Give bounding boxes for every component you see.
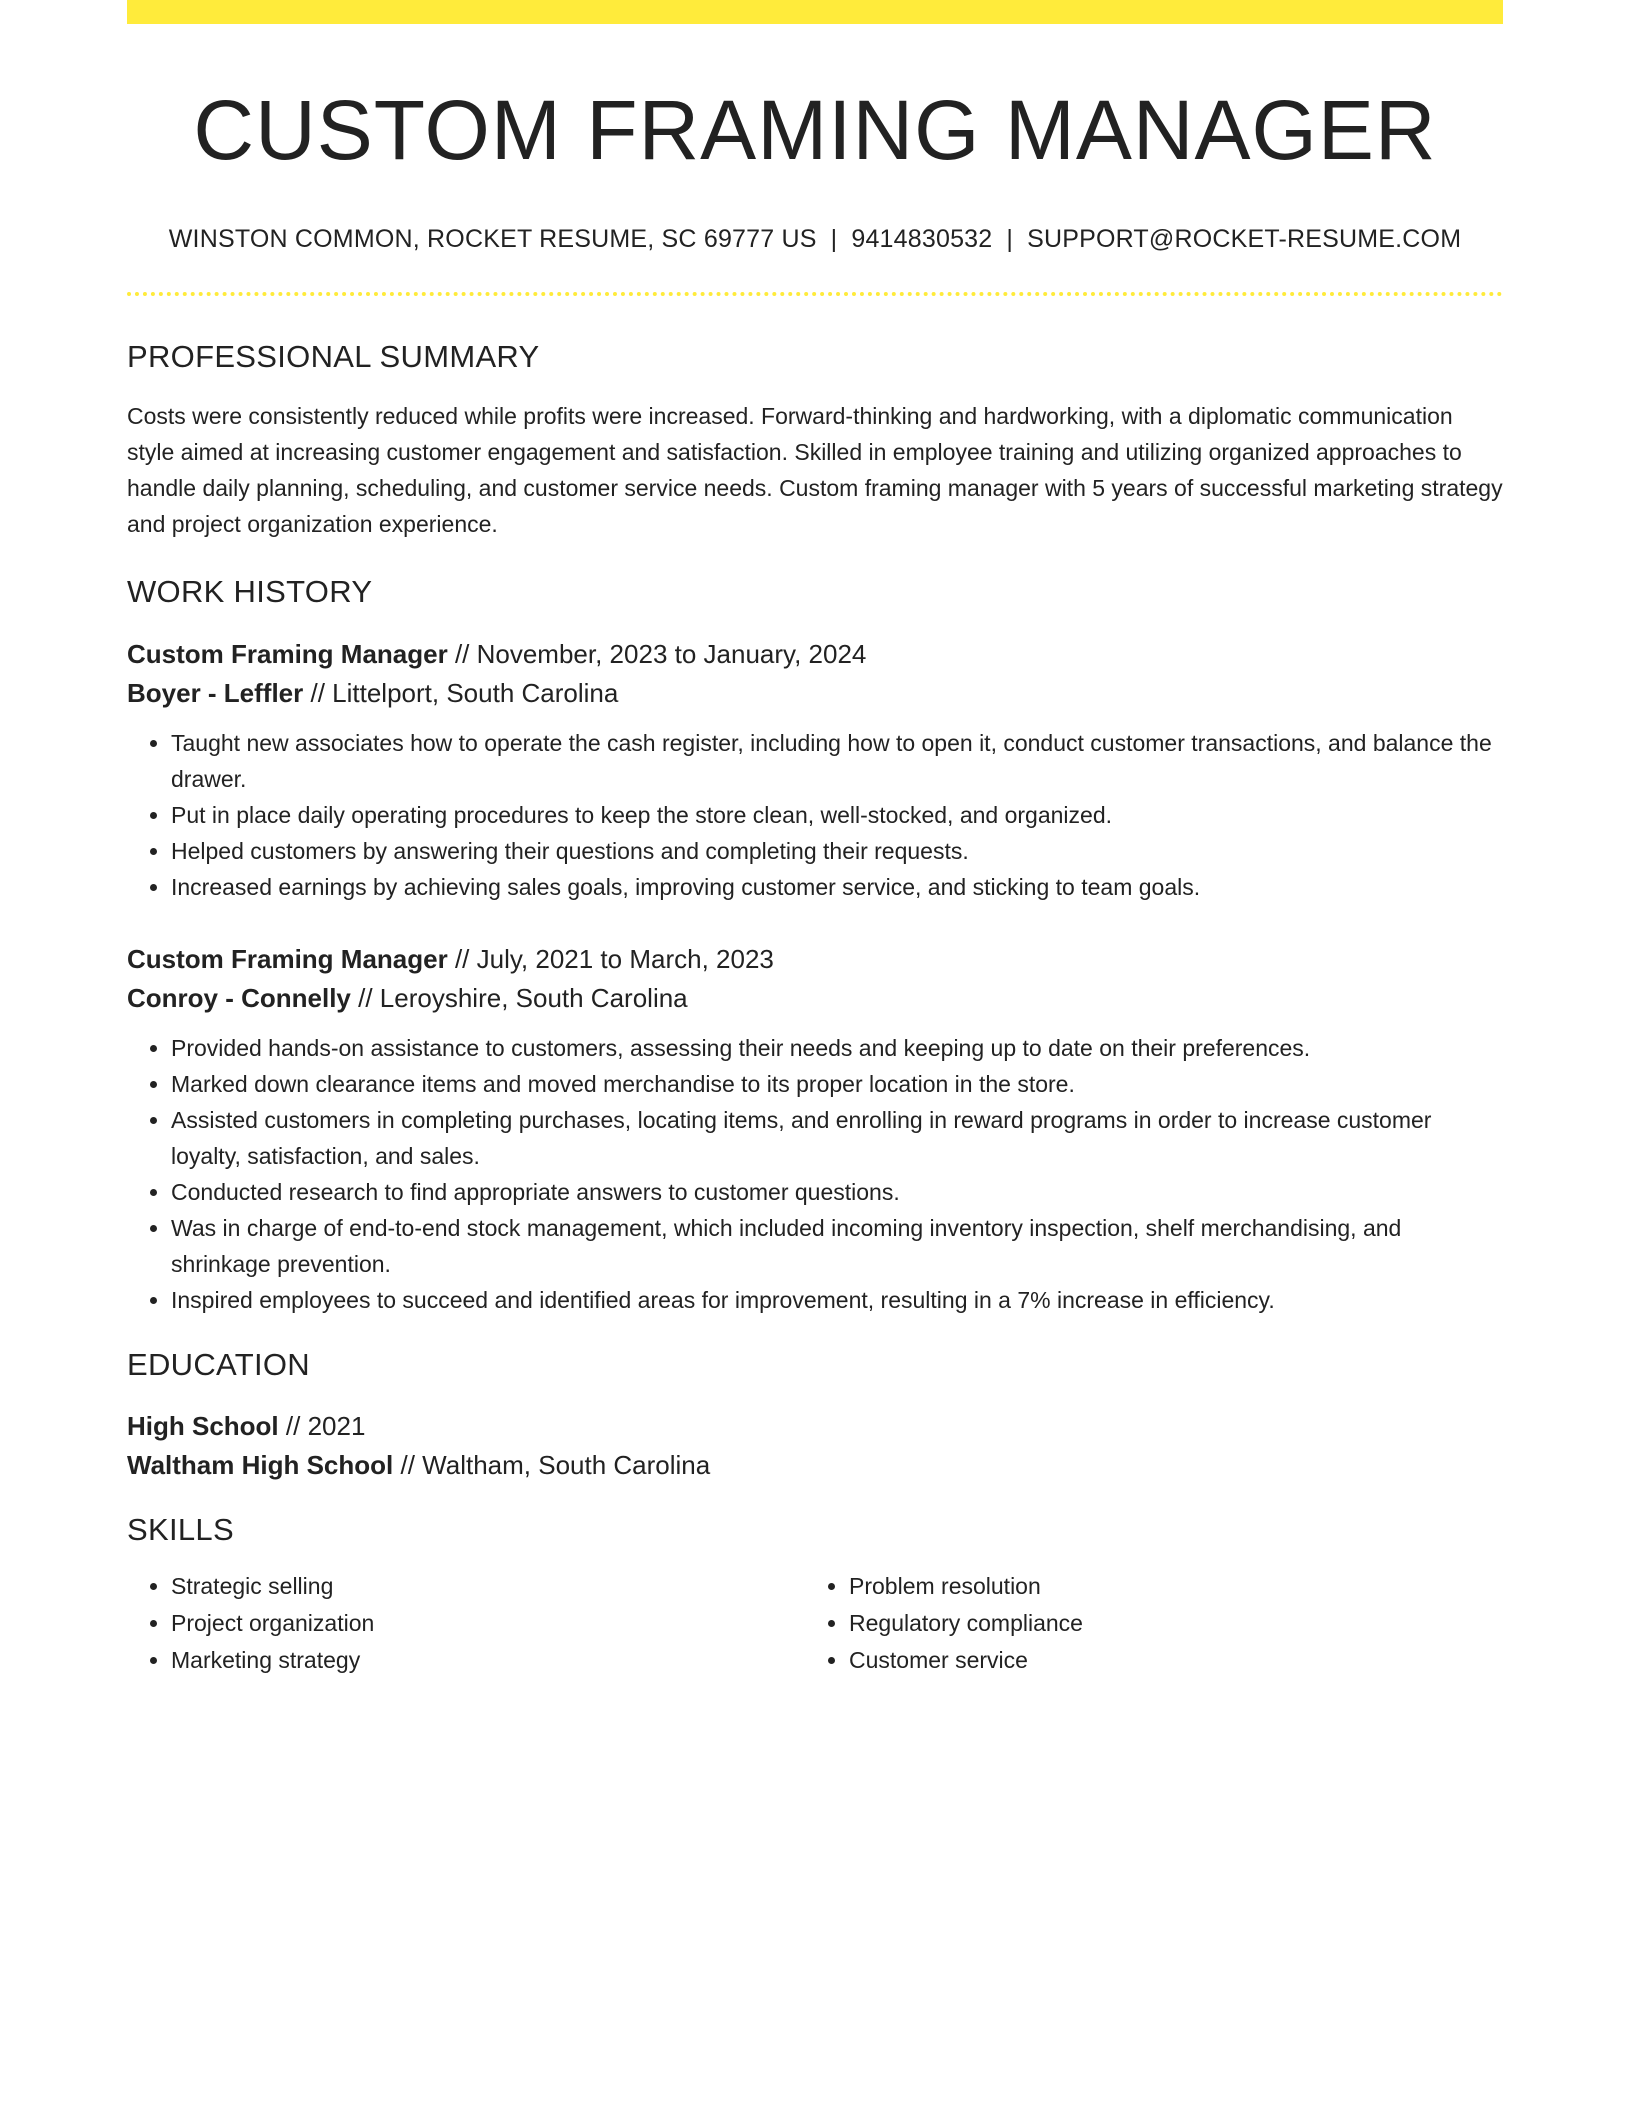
contact-phone: 9414830532 xyxy=(851,224,993,253)
education-entry xyxy=(127,1407,1503,1485)
job-role: Custom Framing Manager xyxy=(127,639,448,670)
job-company: Conroy - Connelly xyxy=(127,983,351,1014)
job-bullet: • Marked down clearance items and moved merchandise to its proper location in the store. xyxy=(171,1066,1503,1102)
accent-top-bar xyxy=(127,0,1503,24)
job-role: Custom Framing Manager xyxy=(127,944,448,975)
skills-list-left xyxy=(127,1568,805,1679)
skill-item: • Customer service xyxy=(849,1642,1483,1679)
skills-list-right xyxy=(805,1568,1483,1679)
contact-separator: | xyxy=(1006,224,1014,253)
job-bullet: • Helped customers by answering their questions and completing their requests. xyxy=(171,833,1503,869)
education-heading: EDUCATION xyxy=(127,1347,310,1383)
skill-item: • Project organization xyxy=(171,1605,805,1642)
contact-separator: | xyxy=(830,224,838,253)
summary-text: Costs were consistently reduced while profits were increased. Forward-thinking and hardworking, with a diplomatic communication style aimed at increasing customer engagement and satisfaction. Skilled in employee training and utilizing organized approaches to handle daily planning, scheduling, and customer service needs. Custom framing manager with 5 years of successful marketing strategy and project organization experience. xyxy=(127,403,1503,538)
job-location: // Leroyshire, South Carolina xyxy=(350,983,688,1014)
job-bullet: • Increased earnings by achieving sales goals, improving customer service, and sticking to team goals. xyxy=(171,869,1503,905)
job-title-line xyxy=(127,940,1503,979)
job-entry xyxy=(127,635,1503,905)
job-company: Boyer - Leffler xyxy=(127,678,304,709)
job-dates: // July, 2021 to March, 2023 xyxy=(447,944,774,975)
skill-item: • Marketing strategy xyxy=(171,1642,805,1679)
skills-heading: SKILLS xyxy=(127,1511,234,1547)
job-entry xyxy=(127,940,1503,1318)
education-location: // Waltham, South Carolina xyxy=(393,1449,711,1480)
skill-item: • Problem resolution xyxy=(849,1568,1483,1605)
job-title-line xyxy=(127,635,1503,674)
education-degree: High School xyxy=(127,1410,279,1441)
job-company-line xyxy=(127,979,1503,1018)
job-bullet: • Conducted research to find appropriate answers to customer questions. xyxy=(171,1174,1503,1210)
job-bullet: • Put in place daily operating procedures to keep the store clean, well-stocked, and organized. xyxy=(171,797,1503,833)
job-location: // Littelport, South Carolina xyxy=(303,678,619,709)
job-bullet: • Taught new associates how to operate the cash register, including how to open it, conduct customer transactions, and balance the drawer. xyxy=(171,725,1503,797)
contact-address: WINSTON COMMON, ROCKET RESUME, SC 69777 US xyxy=(168,224,817,253)
header-divider xyxy=(127,292,1503,296)
education-year: // 2021 xyxy=(278,1410,366,1441)
job-bullets xyxy=(127,1030,1503,1318)
job-bullet: • Provided hands-on assistance to customers, assessing their needs and keeping up to date on their preferences. xyxy=(171,1030,1503,1066)
job-bullet: • Inspired employees to succeed and identified areas for improvement, resulting in a 7% increase in efficiency. xyxy=(171,1282,1503,1318)
education-degree-line xyxy=(127,1407,1503,1446)
job-bullets xyxy=(127,725,1503,905)
job-company-line xyxy=(127,674,1503,713)
work-history-heading: WORK HISTORY xyxy=(127,574,373,610)
skills-columns xyxy=(127,1568,1503,1679)
job-bullet: • Assisted customers in completing purchases, locating items, and enrolling in reward programs in order to increase customer loyalty, satisfaction, and sales. xyxy=(171,1102,1503,1174)
contact-line xyxy=(127,223,1503,256)
resume-page xyxy=(127,0,1503,1679)
education-school-line xyxy=(127,1446,1503,1485)
contact-email: SUPPORT@ROCKET-RESUME.COM xyxy=(1027,224,1462,253)
job-bullet: • Was in charge of end-to-end stock management, which included incoming inventory inspection, shelf merchandising, and shrinkage prevention. xyxy=(171,1210,1503,1282)
resume-title: CUSTOM FRAMING MANAGER xyxy=(193,83,1437,177)
skill-item: • Strategic selling xyxy=(171,1568,805,1605)
skill-item: • Regulatory compliance xyxy=(849,1605,1483,1642)
education-school: Waltham High School xyxy=(127,1449,394,1480)
job-dates: // November, 2023 to January, 2024 xyxy=(447,639,867,670)
summary-heading: PROFESSIONAL SUMMARY xyxy=(127,339,540,375)
